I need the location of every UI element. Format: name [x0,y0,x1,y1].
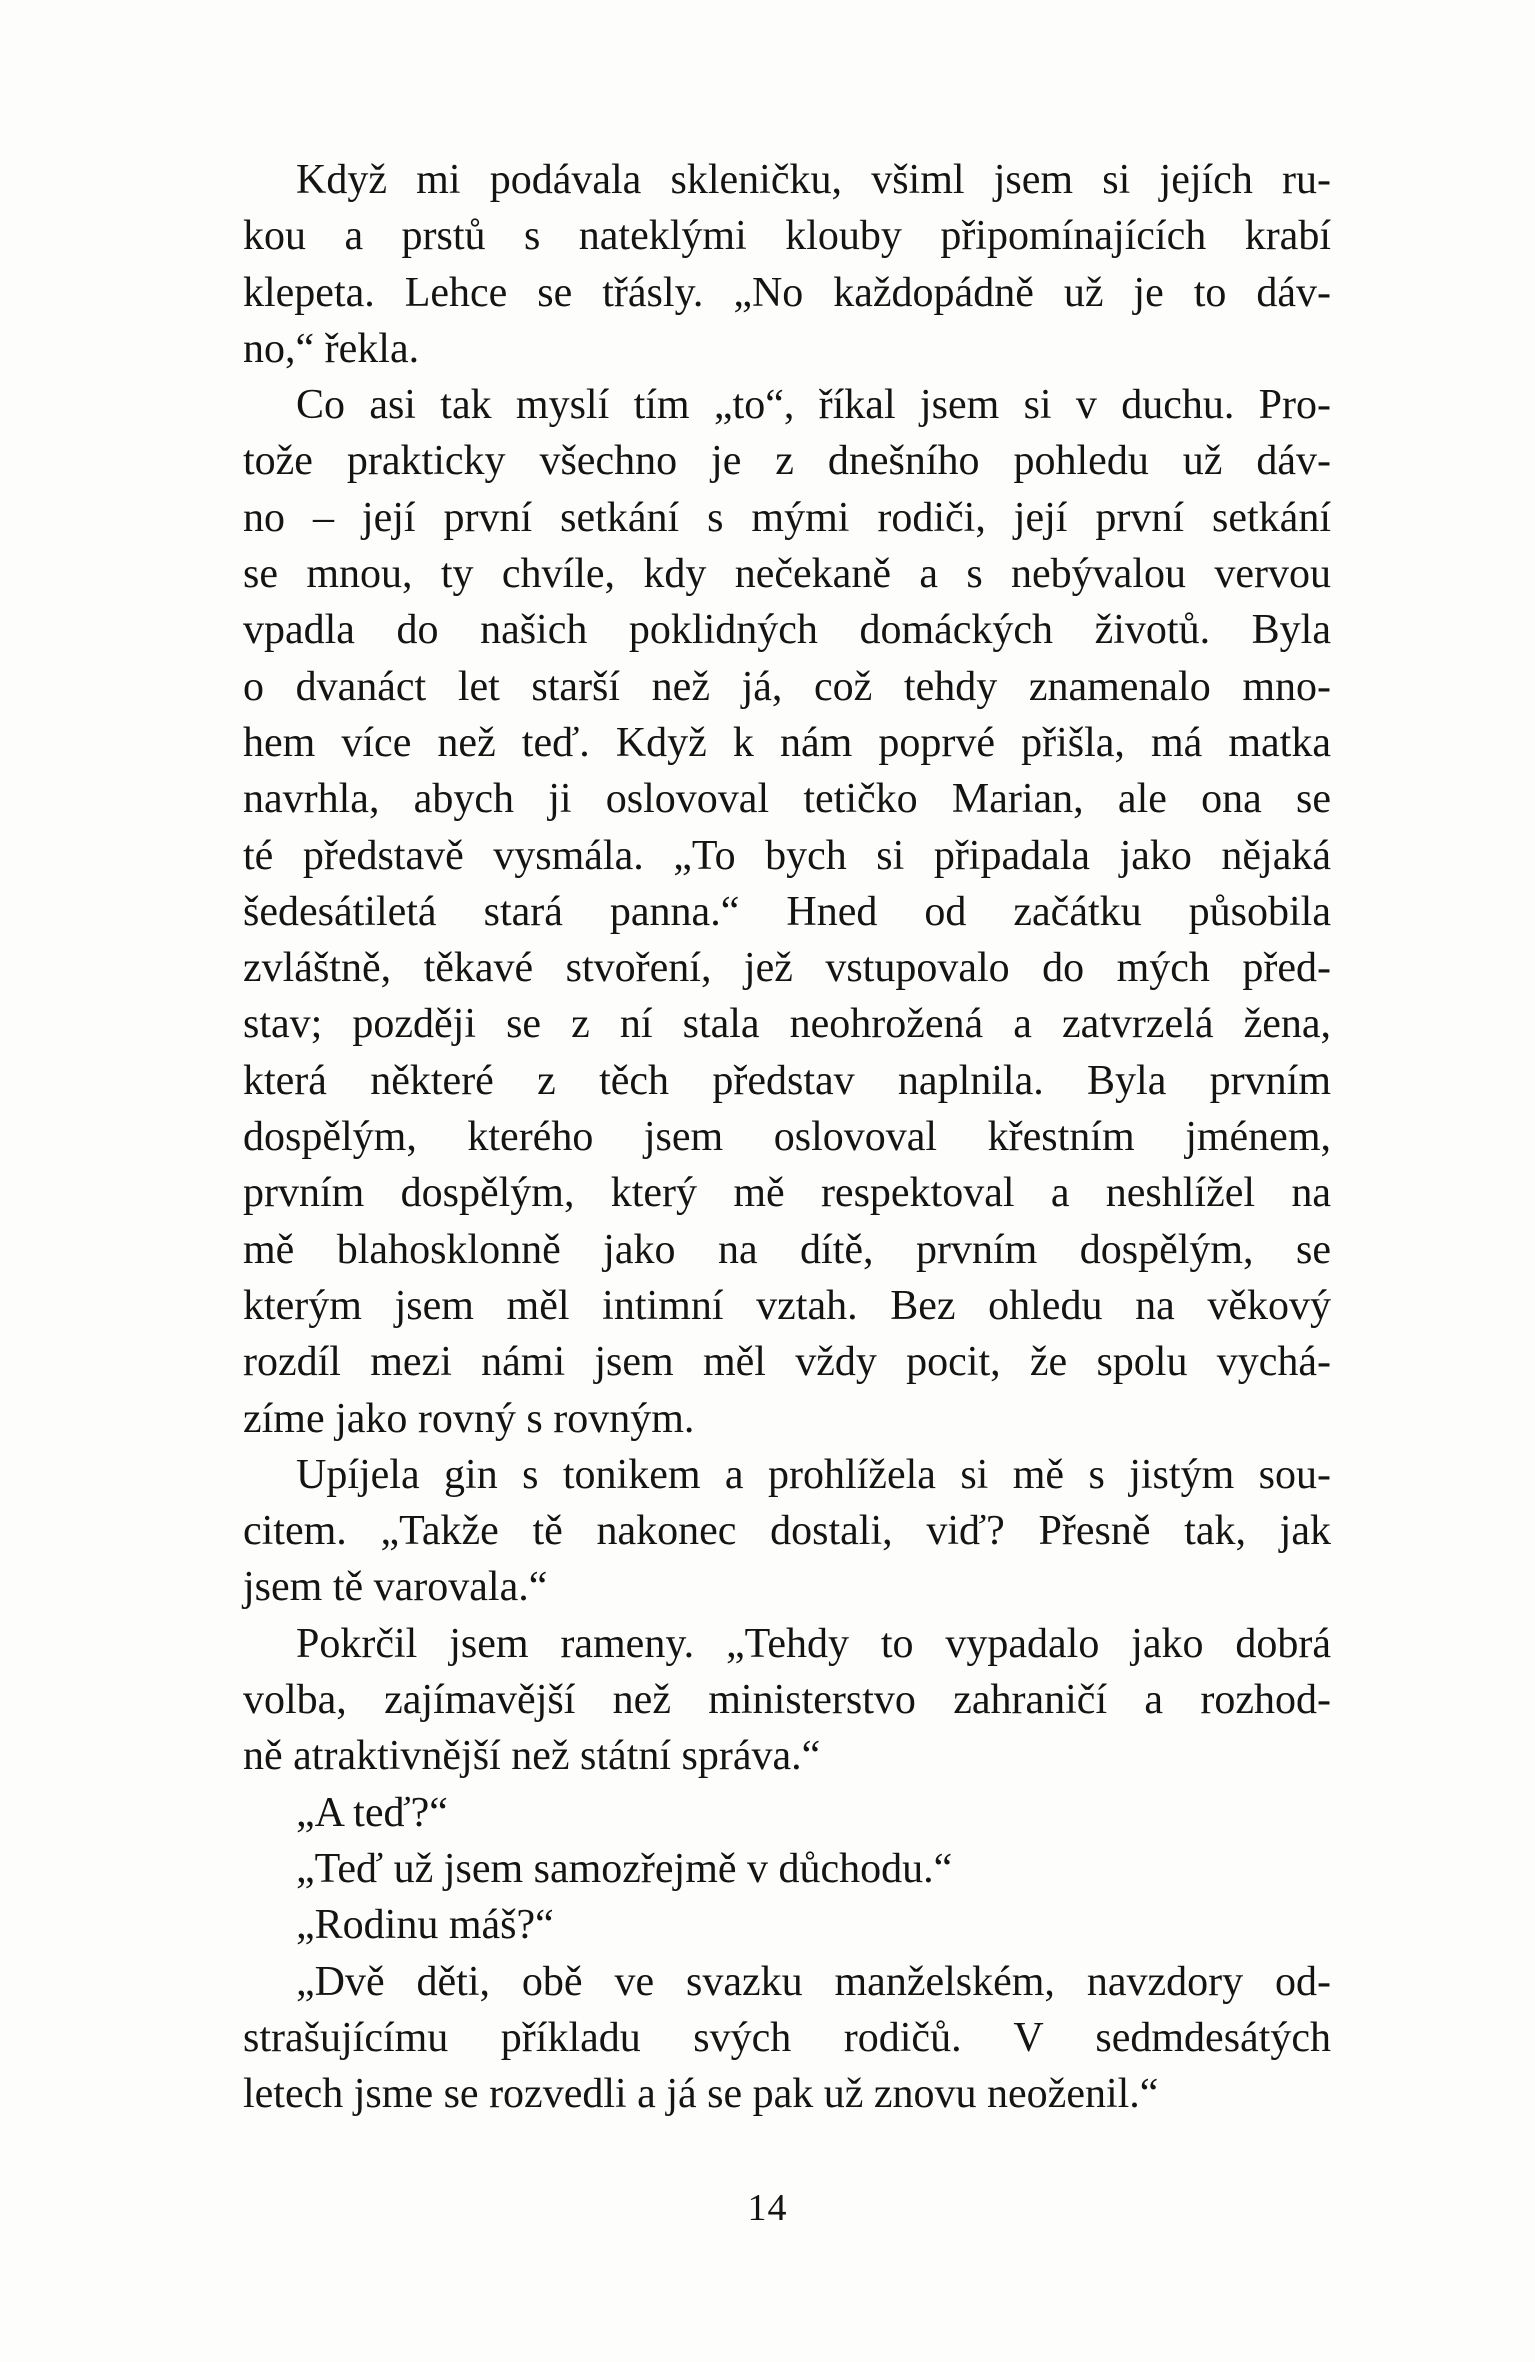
text-line: strašujícímu příkladu svých rodičů. V sedmdesátých [243,2014,1331,2061]
text-line: navrhla, abych ji oslovoval tetičko Marian, ale ona se [243,776,1331,823]
text-line: klepeta. Lehce se třásly. „No každopádně už je to dáv- [243,269,1331,316]
text-line: zvláštně, těkavé stvoření, jež vstupovalo do mých před- [243,945,1331,992]
text-line: která některé z těch představ naplnila. Byla prvním [243,1057,1331,1104]
text-line: tože prakticky všechno je z dnešního pohledu už dáv- [243,438,1331,485]
text-line: o dvanáct let starší než já, což tehdy znamenalo mno- [243,663,1331,710]
text-line: „A teď?“ [296,1789,448,1836]
text-line: Co asi tak myslí tím „to“, říkal jsem si v duchu. Pro- [296,382,1331,429]
text-line: volba, zajímavější než ministerstvo zahraničí a rozhod- [243,1677,1331,1724]
text-line: Pokrčil jsem rameny. „Tehdy to vypadalo jako dobrá [296,1620,1331,1667]
text-line: šedesátiletá stará panna.“ Hned od začátku působila [243,888,1331,935]
text-line: rozdíl mezi námi jsem měl vždy pocit, že spolu vychá- [243,1339,1331,1386]
text-line: prvním dospělým, který mě respektoval a neshlížel na [243,1170,1331,1217]
text-line: stav; později se z ní stala neohrožená a zatvrzelá žena, [243,1001,1331,1048]
text-line: letech jsme se rozvedli a já se pak už znovu neoženil.“ [243,2071,1159,2118]
text-line: Upíjela gin s tonikem a prohlížela si mě s jistým sou- [296,1451,1331,1498]
body-text [243,152,1331,2122]
text-line: no,“ řekla. [243,325,420,372]
text-line: té představě vysmála. „To bych si připadala jako nějaká [243,832,1331,879]
text-line: zíme jako rovný s rovným. [243,1395,695,1442]
text-line: se mnou, ty chvíle, kdy nečekaně a s nebývalou vervou [243,551,1331,598]
text-line: no – její první setkání s mými rodiči, její první setkání [243,494,1331,541]
text-line: Když mi podávala skleničku, všiml jsem si jejích ru- [296,157,1331,203]
text-line: vpadla do našich poklidných domáckých životů. Byla [243,607,1331,654]
text-line: „Teď už jsem samozřejmě v důchodu.“ [296,1845,953,1892]
text-line: ně atraktivnější než státní správa.“ [243,1733,821,1780]
text-line: „Dvě děti, obě ve svazku manželském, navzdory od- [296,1958,1331,2005]
text-line: kou a prstů s nateklými klouby připomínajících krabí [243,213,1331,260]
text-line: „Rodinu máš?“ [296,1902,554,1949]
text-line: dospělým, kterého jsem oslovoval křestním jménem, [243,1114,1331,1161]
page-number: 14 [747,2187,788,2229]
text-line: kterým jsem měl intimní vztah. Bez ohledu na věkový [243,1282,1331,1329]
text-line: jsem tě varovala.“ [243,1564,548,1611]
text-line: hem více než teď. Když k nám poprvé přišla, má matka [243,719,1331,766]
text-line: mě blahosklonně jako na dítě, prvním dospělým, se [243,1226,1331,1273]
text-line: citem. „Takže tě nakonec dostali, viď? Přesně tak, jak [243,1508,1331,1555]
